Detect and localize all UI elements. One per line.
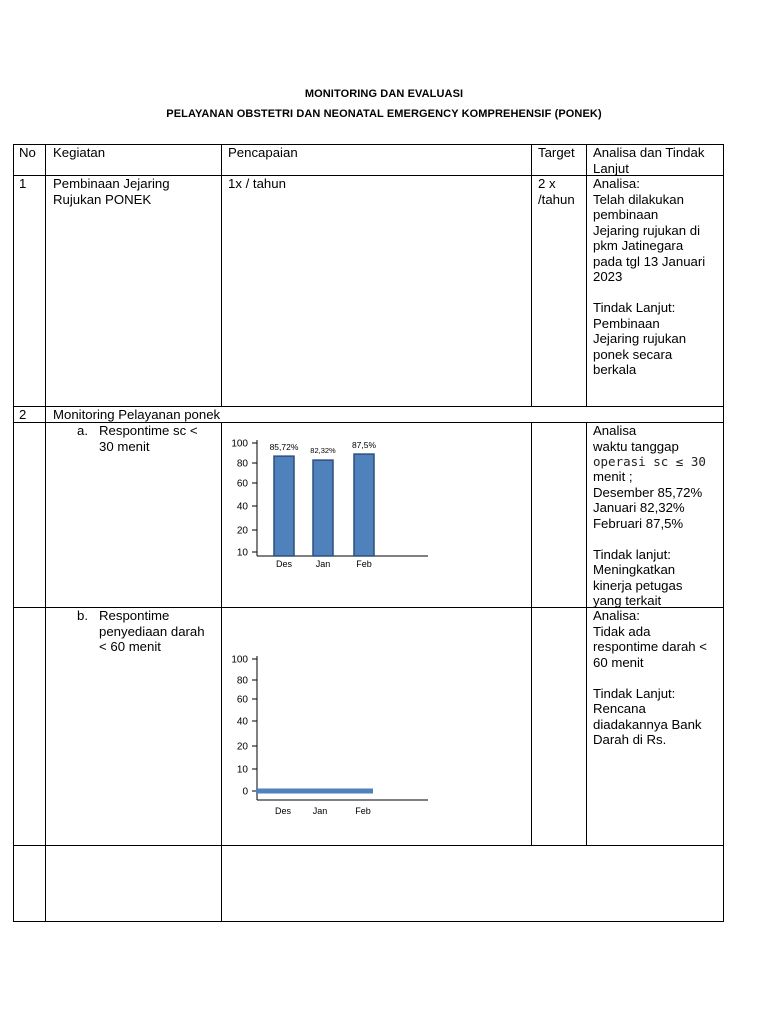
- row2b-analisa: Analisa: Tidak ada respontime darah < 60 menit Tindak Lanjut: Rencana diadakannya Bank Darah di Rs.: [593, 608, 707, 747]
- chart1-x-tick-label: Feb: [356, 559, 372, 569]
- chart1-y-tick-label: 80: [236, 458, 248, 470]
- row2a-analisa-1: Analisa waktu tanggap: [593, 423, 679, 454]
- chart1-bar: [313, 460, 333, 556]
- chart2-bar-zero-line: [256, 789, 373, 794]
- chart1-x-tick-label: Jan: [315, 559, 331, 569]
- chart2-y-tick-label: 0: [242, 786, 248, 798]
- chart1-data-label: 82,32%: [310, 446, 336, 456]
- chart1-bar: [354, 454, 374, 556]
- chart2-y-tick-label: 10: [236, 764, 248, 776]
- chart2-x-tick-label: Des: [274, 806, 292, 816]
- table-col-divider-no: [45, 144, 46, 922]
- row1-no: 1: [19, 176, 27, 191]
- header-no: No: [19, 145, 36, 160]
- row1-target: 2 x /tahun: [538, 176, 575, 207]
- row2a-marker: a.: [77, 423, 88, 438]
- row1-kegiatan: Pembinaan Jejaring Rujukan PONEK: [53, 176, 170, 207]
- chart1-y-tick-label: 40: [236, 501, 248, 513]
- table-rule-row2b: [13, 845, 724, 846]
- table-col-divider-pencapaian: [531, 144, 532, 407]
- header-kegiatan: Kegiatan: [53, 145, 106, 160]
- chart1-data-label: 85,72%: [269, 442, 299, 453]
- chart1-y-tick-label: 20: [236, 525, 248, 537]
- chart1-x-tick-label: Des: [275, 559, 293, 569]
- row2-no: 2: [19, 407, 27, 422]
- chart1-data-label: 87,5%: [351, 440, 377, 451]
- row2a-kegiatan: Respontime sc < 30 menit: [99, 423, 198, 454]
- table-border-bottom: [13, 921, 724, 922]
- table-col-divider-kegiatan: [221, 422, 222, 922]
- table-border-right: [723, 144, 724, 922]
- table-col-divider-target: [586, 422, 587, 846]
- chart2-y-tick-label: 40: [236, 716, 248, 728]
- chart1-y-tick-label: 10: [236, 547, 248, 559]
- table-col-divider-target: [586, 144, 587, 407]
- header-pencapaian: Pencapaian: [228, 145, 298, 160]
- chart2-y-tick-label: 20: [236, 741, 248, 753]
- row2-kegiatan: Monitoring Pelayanan ponek: [53, 407, 221, 422]
- row2a-analisa-3: menit ; Desember 85,72% Januari 82,32% Februari 87,5% Tindak lanjut: Meningkatkan kinerja petugas yang terkait: [593, 469, 703, 608]
- document-subtitle: PELAYANAN OBSTETRI DAN NEONATAL EMERGENCY KOMPREHENSIF (PONEK): [166, 108, 602, 120]
- header-target: Target: [538, 145, 575, 160]
- chart2-y-tick-label: 80: [236, 675, 248, 687]
- document-title: MONITORING DAN EVALUASI: [304, 88, 464, 100]
- table-border-left: [13, 144, 14, 922]
- table-col-divider-pencapaian: [531, 422, 532, 846]
- chart2-y-tick-label: 100: [231, 654, 248, 666]
- row2a-analisa-2: operasi sc ≤ 30: [593, 454, 706, 469]
- header-analisa: Analisa dan Tindak Lanjut: [593, 145, 705, 176]
- row2b-marker: b.: [77, 608, 88, 623]
- chart2-x-tick-label: Feb: [355, 806, 371, 816]
- table-col-divider-kegiatan: [221, 144, 222, 407]
- chart1-y-tick-label: 100: [231, 438, 248, 450]
- chart2-x-tick-label: Jan: [312, 806, 328, 816]
- row1-pencapaian: 1x / tahun: [228, 176, 286, 191]
- chart2-y-tick-label: 60: [236, 694, 248, 706]
- row2b-kegiatan: Respontime penyediaan darah < 60 menit: [99, 608, 205, 654]
- chart1-bar: [274, 456, 294, 556]
- row1-analisa: Analisa: Telah dilakukan pembinaan Jejaring rujukan di pkm Jatinegara pada tgl 13 Januari 2023 Tindak Lanjut: Pembinaan Jejaring rujukan ponek secara berkala: [593, 176, 706, 377]
- chart1-y-tick-label: 60: [236, 478, 248, 490]
